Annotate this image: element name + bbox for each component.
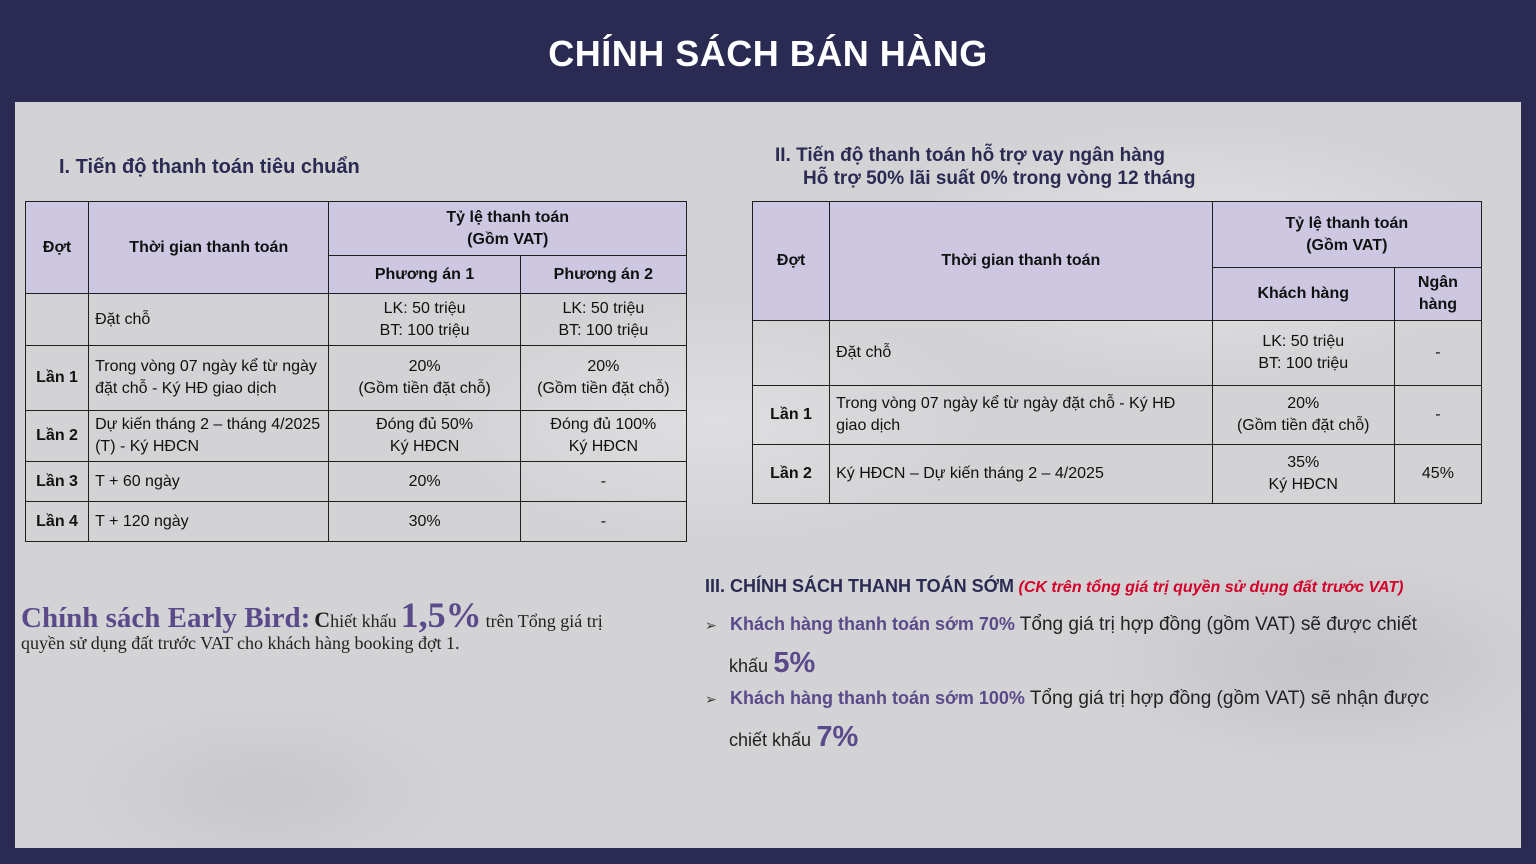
- col-header-time: Thời gian thanh toán: [89, 202, 329, 294]
- col-header-rate: Tỷ lệ thanh toán (Gồm VAT): [1212, 202, 1481, 268]
- bullet-arrow-icon: ➢: [705, 617, 717, 633]
- table-row: Lần 4 T + 120 ngày 30% -: [26, 502, 687, 542]
- early-payment-item: ➢ Khách hàng thanh toán sớm 70% Tổng giá trị hợp đồng (gồm VAT) sẽ được chiết khấu 5%: [705, 614, 1417, 679]
- table-row: Lần 2 Ký HĐCN – Dự kiến tháng 2 – 4/2025 35% Ký HĐCN 45%: [753, 445, 1482, 504]
- table-bank-payment: [752, 201, 1482, 504]
- table-standard-payment: [25, 201, 687, 542]
- table-row: Đặt chỗ LK: 50 triệu BT: 100 triệu -: [753, 321, 1482, 386]
- early-payment-item: ➢ Khách hàng thanh toán sớm 100% Tổng giá trị hợp đồng (gồm VAT) sẽ nhận được chiết khấu 7%: [705, 688, 1429, 753]
- col-header-rate: Tỷ lệ thanh toán (Gồm VAT): [329, 202, 687, 256]
- col-header-opt2: Phương án 2: [520, 256, 686, 294]
- table-row: Lần 1 Trong vòng 07 ngày kể từ ngày đặt chỗ - Ký HĐ giao dịch 20% (Gồm tiền đặt chỗ) 20% (Gồm tiền đặt chỗ): [26, 346, 687, 411]
- early-bird-label: Chính sách Early Bird:: [21, 602, 311, 634]
- section2-subheading: Hỗ trợ 50% lãi suất 0% trong vòng 12 tháng: [803, 168, 1196, 189]
- col-header-customer: Khách hàng: [1212, 268, 1394, 321]
- section1-heading: I. Tiến độ thanh toán tiêu chuẩn: [59, 156, 360, 178]
- bullet-arrow-icon: ➢: [705, 691, 717, 707]
- col-header-opt1: Phương án 1: [329, 256, 520, 294]
- table-row: Đặt chỗ LK: 50 triệu BT: 100 triệu LK: 50 triệu BT: 100 triệu: [26, 294, 687, 346]
- section3-note: (CK trên tổng giá trị quyền sử dụng đất trước VAT): [1018, 579, 1404, 596]
- col-header-dot: Đợt: [26, 202, 89, 294]
- col-header-bank: Ngân hàng: [1394, 268, 1481, 321]
- col-header-time: Thời gian thanh toán: [830, 202, 1213, 321]
- table-row: Lần 3 T + 60 ngày 20% -: [26, 462, 687, 502]
- early-bird-percent: 1,5%: [400, 595, 482, 635]
- content-panel: [15, 102, 1521, 848]
- section3-heading-line: [705, 576, 1403, 597]
- early-bird-line: Chính sách Early Bird: Chiết khấu 1,5% trên Tổng giá trị: [21, 595, 603, 635]
- section2-heading: II. Tiến độ thanh toán hỗ trợ vay ngân hàng: [775, 145, 1166, 166]
- table-row: Lần 1 Trong vòng 07 ngày kể từ ngày đặt chỗ - Ký HĐ giao dịch 20% (Gồm tiền đặt chỗ) -: [753, 386, 1482, 445]
- col-header-dot: Đợt: [753, 202, 830, 321]
- page-title: CHÍNH SÁCH BÁN HÀNG: [548, 33, 988, 74]
- early-bird-line2: quyền sử dụng đất trước VAT cho khách hàng booking đợt 1.: [21, 633, 460, 653]
- section3-heading: III. CHÍNH SÁCH THANH TOÁN SỚM: [705, 576, 1015, 596]
- table-row: Lần 2 Dự kiến tháng 2 – tháng 4/2025 (T) - Ký HĐCN Đóng đủ 50% Ký HĐCN Đóng đủ 100% Ký HĐCN: [26, 411, 687, 462]
